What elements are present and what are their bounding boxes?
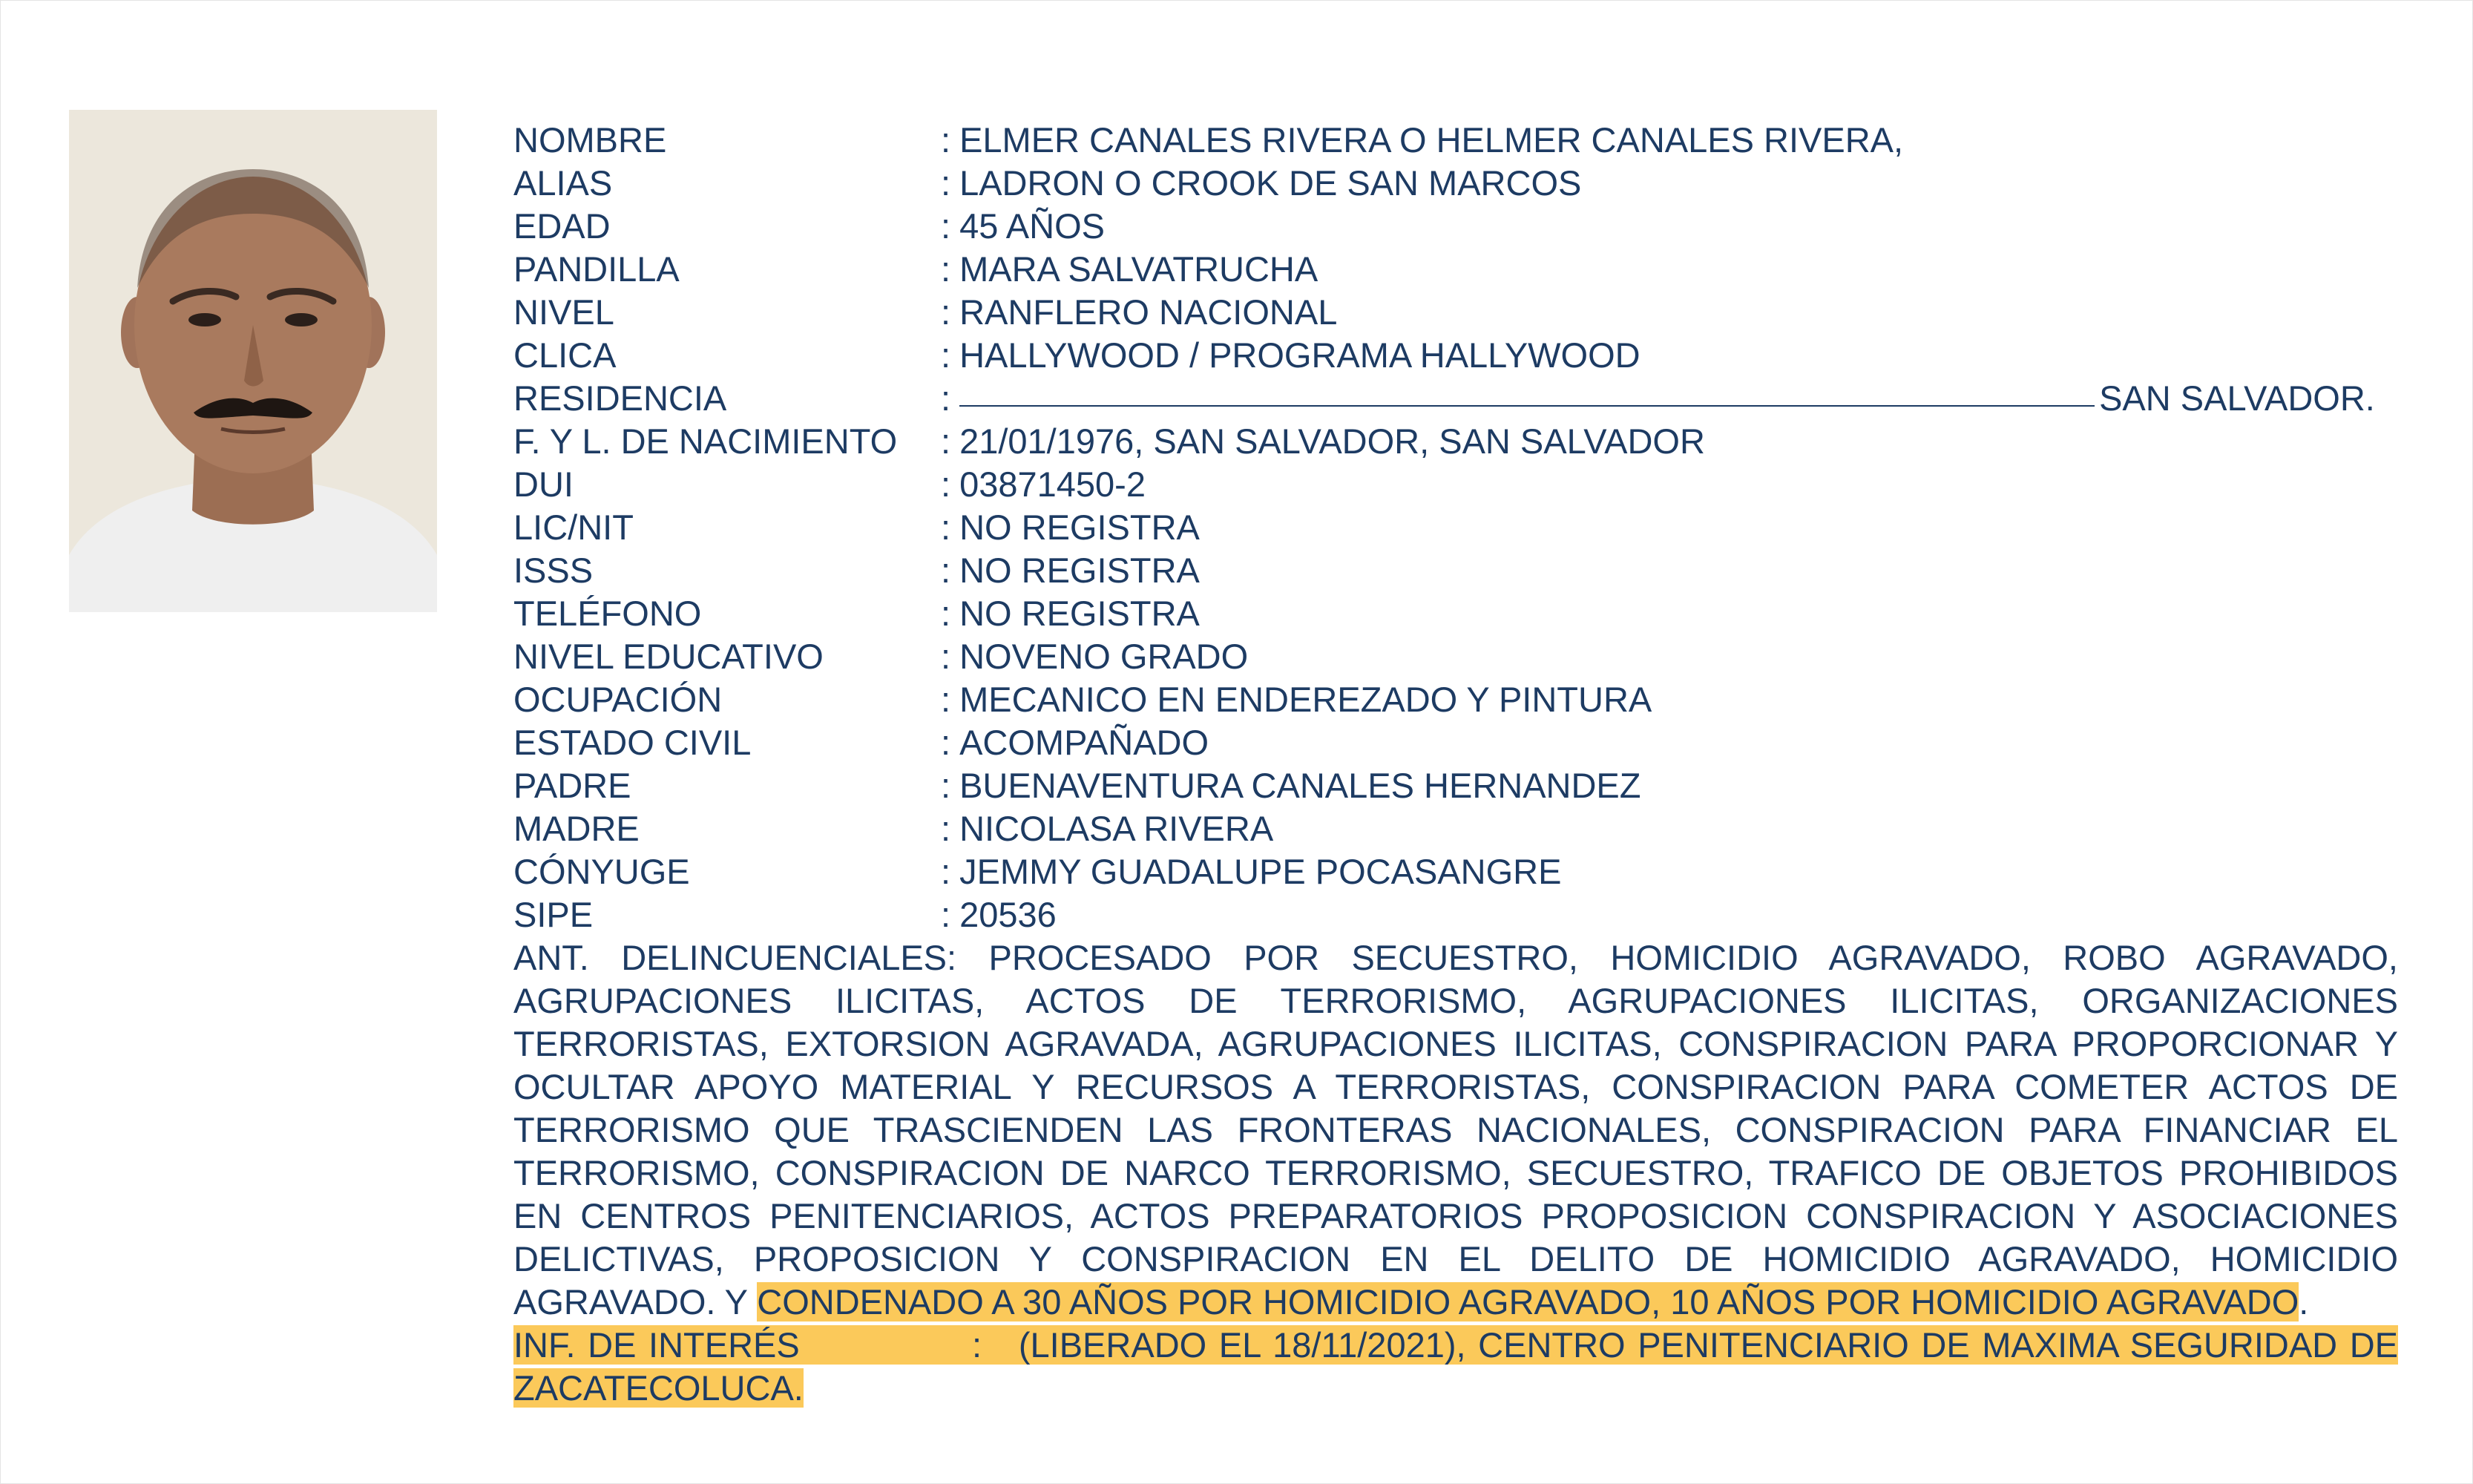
field-label: PADRE [513,766,631,805]
field-lic-nit [513,506,2398,549]
interes-highlight: INF. DE INTERÉS : (LIBERADO EL 18/11/2021), CENTRO PENITENCIARIO DE MAXIMA SEGURIDAD DE [513,1325,2398,1365]
antecedentes-line: TERRORISMO QUE TRASCIENDEN LAS FRONTERAS NACIONALES, CONSPIRACION PARA FINANCIAR EL [513,1110,2398,1149]
field-alias [513,162,2398,205]
antecedentes-line: OCULTAR APOYO MATERIAL Y RECURSOS A TERRORISTAS, CONSPIRACION PARA COMETER ACTOS DE [513,1067,2398,1106]
field-dui [513,463,2398,506]
field-label: ESTADO CIVIL [513,723,752,762]
field-madre [513,807,2398,850]
field-value: : 45 AÑOS [941,206,1106,246]
field-value: : LADRON O CROOK DE SAN MARCOS [941,163,1582,203]
field-value: : RANFLERO NACIONAL [941,292,1338,332]
field-label: LIC/NIT [513,508,634,547]
field-label: EDAD [513,206,611,246]
field-conyuge [513,850,2398,893]
field-ocupacion [513,678,2398,721]
antecedentes-block [513,936,2398,1410]
field-label: NIVEL [513,292,614,332]
field-value: : NO REGISTRA [941,594,1200,633]
field-label: ALIAS [513,163,613,203]
antecedentes-line: TERRORISTAS, EXTORSION AGRAVADA, AGRUPACIONES ILICITAS, CONSPIRACION PARA PROPORCIONAR Y [513,1024,2398,1063]
field-label: DUI [513,464,574,504]
record-sheet [513,119,2398,1410]
field-label: SIPE [513,895,594,934]
sentence-highlight: CONDENADO A 30 AÑOS POR HOMICIDIO AGRAVADO, 10 AÑOS POR HOMICIDIO AGRAVADO [757,1282,2299,1322]
field-estado-civil [513,721,2398,764]
field-label: PANDILLA [513,249,680,289]
field-isss [513,549,2398,592]
field-label: ISSS [513,551,594,590]
field-value: : BUENAVENTURA CANALES HERNANDEZ [941,766,1641,805]
field-clica [513,334,2398,377]
field-label: F. Y L. DE NACIMIENTO [513,421,898,461]
field-value: : SAN SALVADOR. [941,378,2375,418]
field-value: : NO REGISTRA [941,508,1200,547]
field-edad [513,205,2398,248]
interes-highlight: ZACATECOLUCA. [513,1368,804,1408]
antecedentes-line: EN CENTROS PENITENCIARIOS, ACTOS PREPARATORIOS PROPOSICION CONSPIRACION Y ASOCIACIONES [513,1196,2398,1235]
field-label: OCUPACIÓN [513,680,723,719]
redacted-address-line [959,377,2095,407]
field-label: NOMBRE [513,120,667,160]
field-value: : 20536 [941,895,1057,934]
field-value: : JEMMY GUADALUPE POCASANGRE [941,852,1562,891]
field-nacimiento [513,420,2398,463]
field-value: : MARA SALVATRUCHA [941,249,1318,289]
antecedentes-label: ANT. DELINCUENCIALES [513,938,948,977]
field-value: : NOVENO GRADO [941,637,1249,676]
field-value: : HALLYWOOD / PROGRAMA HALLYWOOD [941,335,1641,375]
field-label: NIVEL EDUCATIVO [513,637,824,676]
antecedentes-line: ANT. DELINCUENCIALES: PROCESADO POR SECUESTRO, HOMICIDIO AGRAVADO, ROBO AGRAVADO, [513,938,2398,977]
field-value: : MECANICO EN ENDEREZADO Y PINTURA [941,680,1652,719]
field-label: CÓNYUGE [513,852,690,891]
field-nivel-educativo [513,635,2398,678]
field-telefono [513,592,2398,635]
field-padre [513,764,2398,807]
field-residencia [513,377,2398,420]
field-label: TELÉFONO [513,594,702,633]
field-nivel [513,291,2398,334]
antecedentes-line: TERRORISMO, CONSPIRACION DE NARCO TERRORISMO, SECUESTRO, TRAFICO DE OBJETOS PROHIBIDOS [513,1153,2398,1192]
field-label: RESIDENCIA [513,378,727,418]
antecedentes-line: AGRAVADO. Y CONDENADO A 30 AÑOS POR HOMICIDIO AGRAVADO, 10 AÑOS POR HOMICIDIO AGRAVADO. [513,1282,2309,1322]
antecedentes-line: AGRUPACIONES ILICITAS, ACTOS DE TERRORISMO, AGRUPACIONES ILICITAS, ORGANIZACIONES [513,981,2398,1020]
field-value: : ELMER CANALES RIVERA O HELMER CANALES RIVERA, [941,120,1904,160]
interes-label: INF. DE INTERÉS [513,1325,800,1365]
field-label: MADRE [513,809,640,848]
field-value: : 21/01/1976, SAN SALVADOR, SAN SALVADOR [941,421,1705,461]
mugshot-photo [69,110,437,612]
field-value: : 03871450-2 [941,464,1146,504]
field-nombre [513,119,2398,162]
interes-line [513,1367,2398,1410]
field-value: : ACOMPAÑADO [941,723,1209,762]
field-value: : NO REGISTRA [941,551,1200,590]
field-value: : NICOLASA RIVERA [941,809,1274,848]
field-sipe [513,893,2398,936]
field-label: CLICA [513,335,617,375]
antecedentes-line: DELICTIVAS, PROPOSICION Y CONSPIRACION EN EL DELITO DE HOMICIDIO AGRAVADO, HOMICIDIO [513,1239,2398,1278]
field-pandilla [513,248,2398,291]
interes-line [513,1324,2398,1367]
